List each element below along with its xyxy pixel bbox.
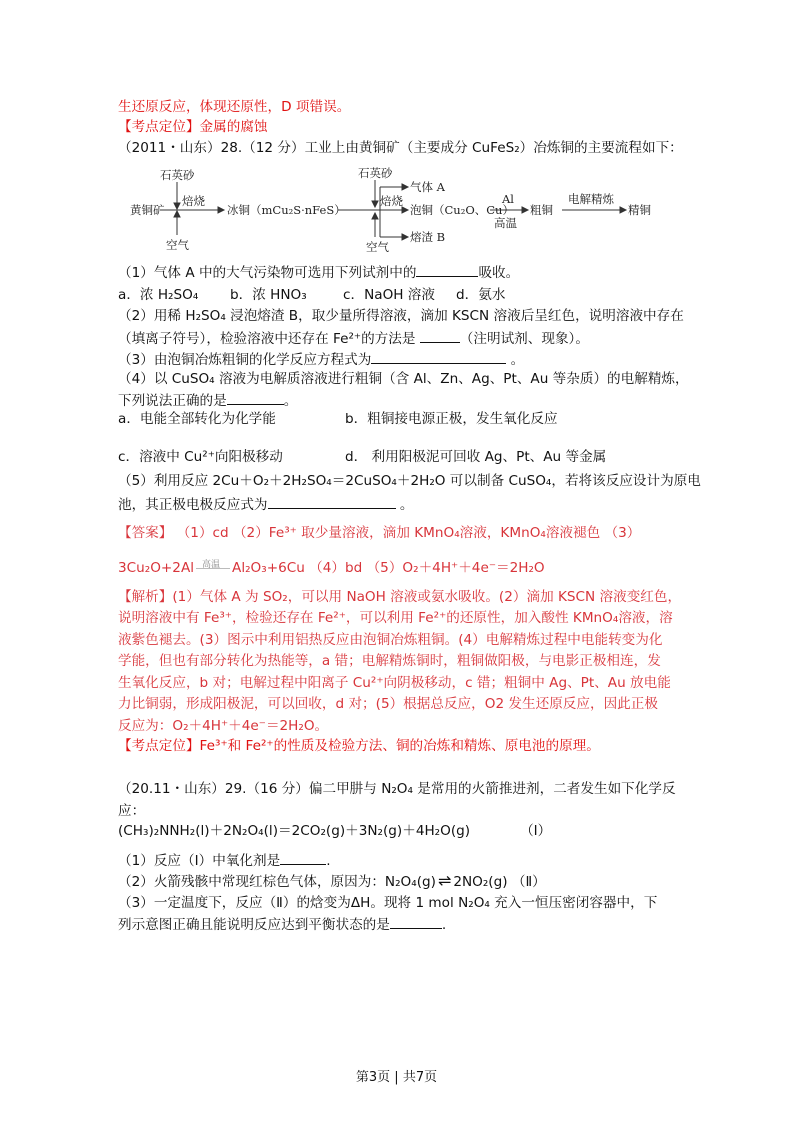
text: 。 [399,497,414,513]
option-c: c．溶液中 Cu²⁺向阳极移动 [118,449,283,465]
q28-part5-cont [118,494,413,514]
text: . [326,853,331,869]
analysis-line: 说明溶液中有 Fe³⁺，检验还存在 Fe²⁺，可以利用 Fe²⁺的还原性，加入酸性 KMnO₄溶液，溶 [118,610,673,626]
reaction-condition [196,559,230,570]
text: 吸收。 [478,265,520,281]
condition-label: 高温 [202,559,221,570]
label-air-1: 空气 [166,238,189,252]
equation: (CH₃)₂NNH₂(l)＋2N₂O₄(l)＝2CO₂(g)＋3N₂(g)＋4H₂O(g) [118,823,471,839]
q28-part2-cont [118,328,589,348]
q28-part3 [118,349,524,369]
label-roast-2: 焙烧 [380,194,403,208]
label-gas-a: 气体 A [410,180,445,194]
label-slag-b: 熔渣 B [410,230,446,244]
answer-blank [371,349,506,364]
text: （1）反应（Ⅰ）中氧化剂是 [118,853,281,869]
equation-tag: （Ⅰ） [520,823,552,839]
text-line: 生还原反应，体现还原性，D 项错误。 [118,99,351,115]
analysis-line: 学能，但也有部分转化为热能等，a 错；电解精炼铜时，粗铜做阳极，与电影正极相连，发 [118,653,661,669]
q29-part3-cont [118,914,446,934]
analysis-line: 力比铜弱，形成阳极泥，可以回收，d 对；(5）根据总反应，O2 发生还原反应，因此正极 [118,696,658,712]
label-quartz-1: 石英砂 [160,168,195,182]
reaction-equation [118,822,551,840]
question-28-header: （2011・山东）28.（12 分）工业上由黄铜矿（主要成分 CuFeS₂）冶炼铜的主要流程如下： [118,140,683,156]
text: 。 [510,352,525,368]
label-crude-copper: 粗铜 [530,203,553,217]
option-d: d．氨水 [456,287,506,303]
question-29-header: （20.11・山东）29.（16 分）偏二甲肼与 N₂O₄ 是常用的火箭推进剂，二者发生如下化学反 [118,781,676,797]
text: （注明试剂、现象）。 [459,331,589,347]
label-blister-copper: 泡铜（Cu₂O、Cu） [410,203,514,217]
option-c: c．NaOH 溶液 [343,287,435,303]
text: （1）气体 A 中的大气污染物可选用下列试剂中的 [118,265,417,281]
text: 。 [283,393,298,409]
q29-part1 [118,850,331,870]
label-electrorefining: 电解精炼 [568,192,614,206]
q28-part4: （4）以 CuSO₄ 溶液为电解质溶液进行粗铜（含 Al、Zn、Ag、Pt、Au 等杂质）的电解精炼， [118,371,689,387]
text: . [441,917,447,933]
q28-part2: （2）用稀 H₂SO₄ 浸泡熔渣 B，取少量所得溶液，滴加 KSCN 溶液后呈红色，说明溶液中存在 [118,308,684,324]
answer-blank [280,850,326,865]
label-refined-copper: 精铜 [628,203,651,217]
option-a: a．浓 H₂SO₄ [118,287,199,303]
text: 下列说法正确的是 [118,393,227,409]
text: （填离子符号），检验溶液中还存在 Fe²⁺的方法是 [118,331,416,347]
text: （2）火箭残骸中常现红棕色气体，原因为：N₂O₄(g) [118,874,436,890]
label-quartz-2: 石英砂 [358,166,393,180]
question-29-header-cont: 应： [118,803,146,819]
answer-line-1: 【答案】 （1）cd （2）Fe³⁺ 取少量溶液，滴加 KMnO₄溶液，KMnO₄溶液褪色 （3） [118,525,641,541]
q28-part1 [118,262,519,282]
answer-line-2 [118,559,545,577]
text: 2NO₂(g) （Ⅱ） [453,874,546,890]
flowchart-diagram [130,165,690,260]
text: 列示意图正确且能说明反应达到平衡状态的是 [118,917,390,933]
text: 3Cu₂O+2Al [118,560,195,576]
kaodian-heading: 【考点定位】Fe³⁺和 Fe²⁺的性质及检验方法、铜的冶炼和精炼、原电池的原理。 [118,738,600,754]
answer-blank [416,262,478,277]
q29-part2 [118,872,546,891]
option-b: b．粗铜接电源正极，发生氧化反应 [345,411,558,427]
text: （3）由泡铜冶炼粗铜的化学反应方程式为 [118,352,372,368]
q28-part5: （5）利用反应 2Cu＋O₂＋2H₂SO₄＝2CuSO₄＋2H₂O 可以制备 CuSO₄，若将该反应设计为原电 [118,473,701,489]
answer-blank [420,328,460,343]
option-b: b．浓 HNO₃ [230,287,307,303]
analysis-line: 反应为：O₂＋4H⁺＋4e⁻＝2H₂O。 [118,718,329,734]
analysis-line: 液紫色褪去。(3）图示中利用铝热反应由泡铜冶炼粗铜。(4）电解精炼过程中电能转变为化 [118,632,663,648]
equilibrium-arrow-icon: ⇌ [437,871,452,890]
q29-part3: （3）一定温度下，反应（Ⅱ）的焓变为ΔH。现将 1 mol N₂O₄ 充入一恒压密闭容器中，下 [118,895,658,911]
analysis-line: 生氧化反应，b 对；电解过程中阳离子 Cu²⁺向阴极移动，c 错；粗铜中 Ag、Pt、Au 放电能 [118,675,671,691]
q28-part4-cont [118,390,297,410]
answer-blank [227,390,284,405]
answer-blank [390,914,442,929]
page-footer: 第3页 | 共7页 [355,1070,438,1085]
label-air-2: 空气 [366,240,389,254]
option-a: a．电能全部转化为化学能 [118,411,276,427]
answer-blank [268,494,396,509]
label-matte: 冰铜（mCu₂S·nFeS） [227,203,346,217]
label-high-temp: 高温 [494,216,517,230]
label-ore: 黄铜矿 [130,203,165,217]
text: 池，其正极电极反应式为 [118,497,268,513]
option-d: d． 利用阳极泥可回收 Ag、Pt、Au 等金属 [345,449,607,465]
kaodian-heading: 【考点定位】金属的腐蚀 [118,119,268,135]
text: Al₂O₃+6Cu （4）bd （5）O₂＋4H⁺＋4e⁻＝2H₂O [232,560,545,576]
label-al: Al [502,192,514,206]
analysis-line: 【解析】(1）气体 A 为 SO₂，可以用 NaOH 溶液或氨水吸收。(2）滴加 KSCN 溶液变红色， [118,589,682,605]
label-roast-1: 焙烧 [182,194,205,208]
